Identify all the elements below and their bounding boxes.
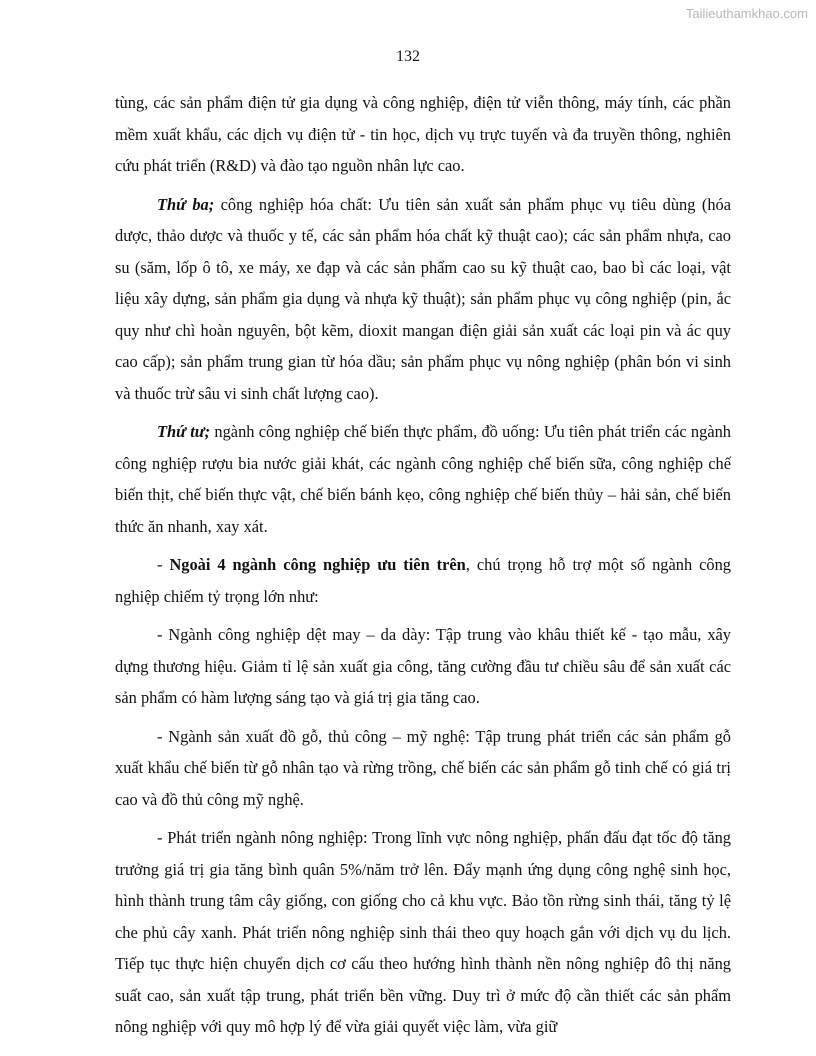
paragraph-prefix: -: [157, 555, 170, 574]
paragraph-text: - Ngành công nghiệp dệt may – da dày: Tập trung vào khâu thiết kế - tạo mẫu, xây dựng thương hiệu. Giảm tỉ lệ sản xuất gia công, tăng cường đầu tư chiều sâu để sản xuất các sản phẩm có hàm lượng sáng tạo và giá trị gia tăng cao.: [115, 625, 731, 707]
watermark: Tailieuthamkhao.com: [685, 6, 808, 21]
paragraph-food-processing: [115, 416, 731, 542]
document-body: [115, 87, 731, 1050]
paragraph-agriculture: [115, 822, 731, 1043]
paragraph-lead: Thứ ba;: [157, 194, 215, 214]
paragraph-text: , chú trọng hỗ trợ một số ngành công nghiệp chiếm tỷ trọng lớn như:: [115, 555, 731, 606]
paragraph-text: công nghiệp hóa chất: Ưu tiên sản xuất sản phẩm phục vụ tiêu dùng (hóa dược, thảo dược và thuốc y tế, các sản phẩm hóa chất kỹ thuật cao); các sản phẩm nhựa, cao su (săm, lốp ô tô, xe máy, xe đạp và các sản phẩm cao su kỹ thuật cao, bao bì các loại, vật liệu xây dựng, sản phẩm gia dụng và nhựa kỹ thuật); sản phẩm phục vụ công nghiệp (pin, ắc quy như chì hoàn nguyên, bột kẽm, dioxit mangan điện giải sản xuất các loại pin và ác quy cao cấp); sản phẩm trung gian từ hóa dầu; sản phẩm phục vụ nông nghiệp (phân bón vi sinh và thuốc trừ sâu vi sinh chất lượng cao).: [115, 194, 731, 403]
paragraph-chemical-industry: [115, 189, 731, 410]
page-number: 132: [396, 48, 420, 65]
paragraph-text: - Phát triển ngành nông nghiệp: Trong lĩnh vực nông nghiệp, phấn đấu đạt tốc độ tăng trưởng giá trị gia tăng bình quân 5%/năm trở lên. Đẩy mạnh ứng dụng công nghệ sinh học, hình thành trung tâm cây giống, con giống cho cả khu vực. Bảo tồn rừng sinh thái, tăng tỷ lệ che phủ cây xanh. Phát triển nông nghiệp sinh thái theo quy hoạch gắn với dịch vụ du lịch. Tiếp tục thực hiện chuyển dịch cơ cấu theo hướng hình thành nền nông nghiệp đô thị năng suất cao, sản xuất tập trung, phát triển bền vững. Duy trì ở mức độ cần thiết các sản phẩm nông nghiệp với quy mô hợp lý để vừa giải quyết việc làm, vừa giữ: [115, 828, 731, 1036]
paragraph-woodwork: [115, 721, 731, 816]
paragraph-lead: Thứ tư;: [157, 422, 211, 441]
paragraph-textile: [115, 619, 731, 714]
paragraph-electronics-continuation: [115, 87, 731, 182]
paragraph-text: ngành công nghiệp chế biến thực phẩm, đồ uống: Ưu tiên phát triển các ngành công nghiệp rượu bia nước giải khát, các ngành công nghiệp chế biến sữa, công nghiệp chế biến thịt, chế biến thực vật, chế biến bánh kẹo, công nghiệp chế biến thủy – hải sản, chế biến thức ăn nhanh, xay xát.: [115, 422, 731, 536]
paragraph-lead: Ngoài 4 ngành công nghiệp ưu tiên trên: [169, 555, 466, 574]
paragraph-other-industries: [115, 549, 731, 612]
paragraph-text: - Ngành sản xuất đồ gỗ, thủ công – mỹ nghệ: Tập trung phát triển các sản phẩm gỗ xuất khẩu chế biến từ gỗ nhân tạo và rừng trồng, chế biến các sản phẩm gỗ tinh chế có giá trị cao và đồ thủ công mỹ nghệ.: [115, 726, 731, 809]
paragraph-text: tùng, các sản phẩm điện tử gia dụng và công nghiệp, điện tử viễn thông, máy tính, các phần mềm xuất khẩu, các dịch vụ điện tử - tin học, dịch vụ trực tuyến và đa truyền thông, nghiên cứu phát triển (R&D) và đào tạo nguồn nhân lực cao.: [115, 93, 731, 175]
